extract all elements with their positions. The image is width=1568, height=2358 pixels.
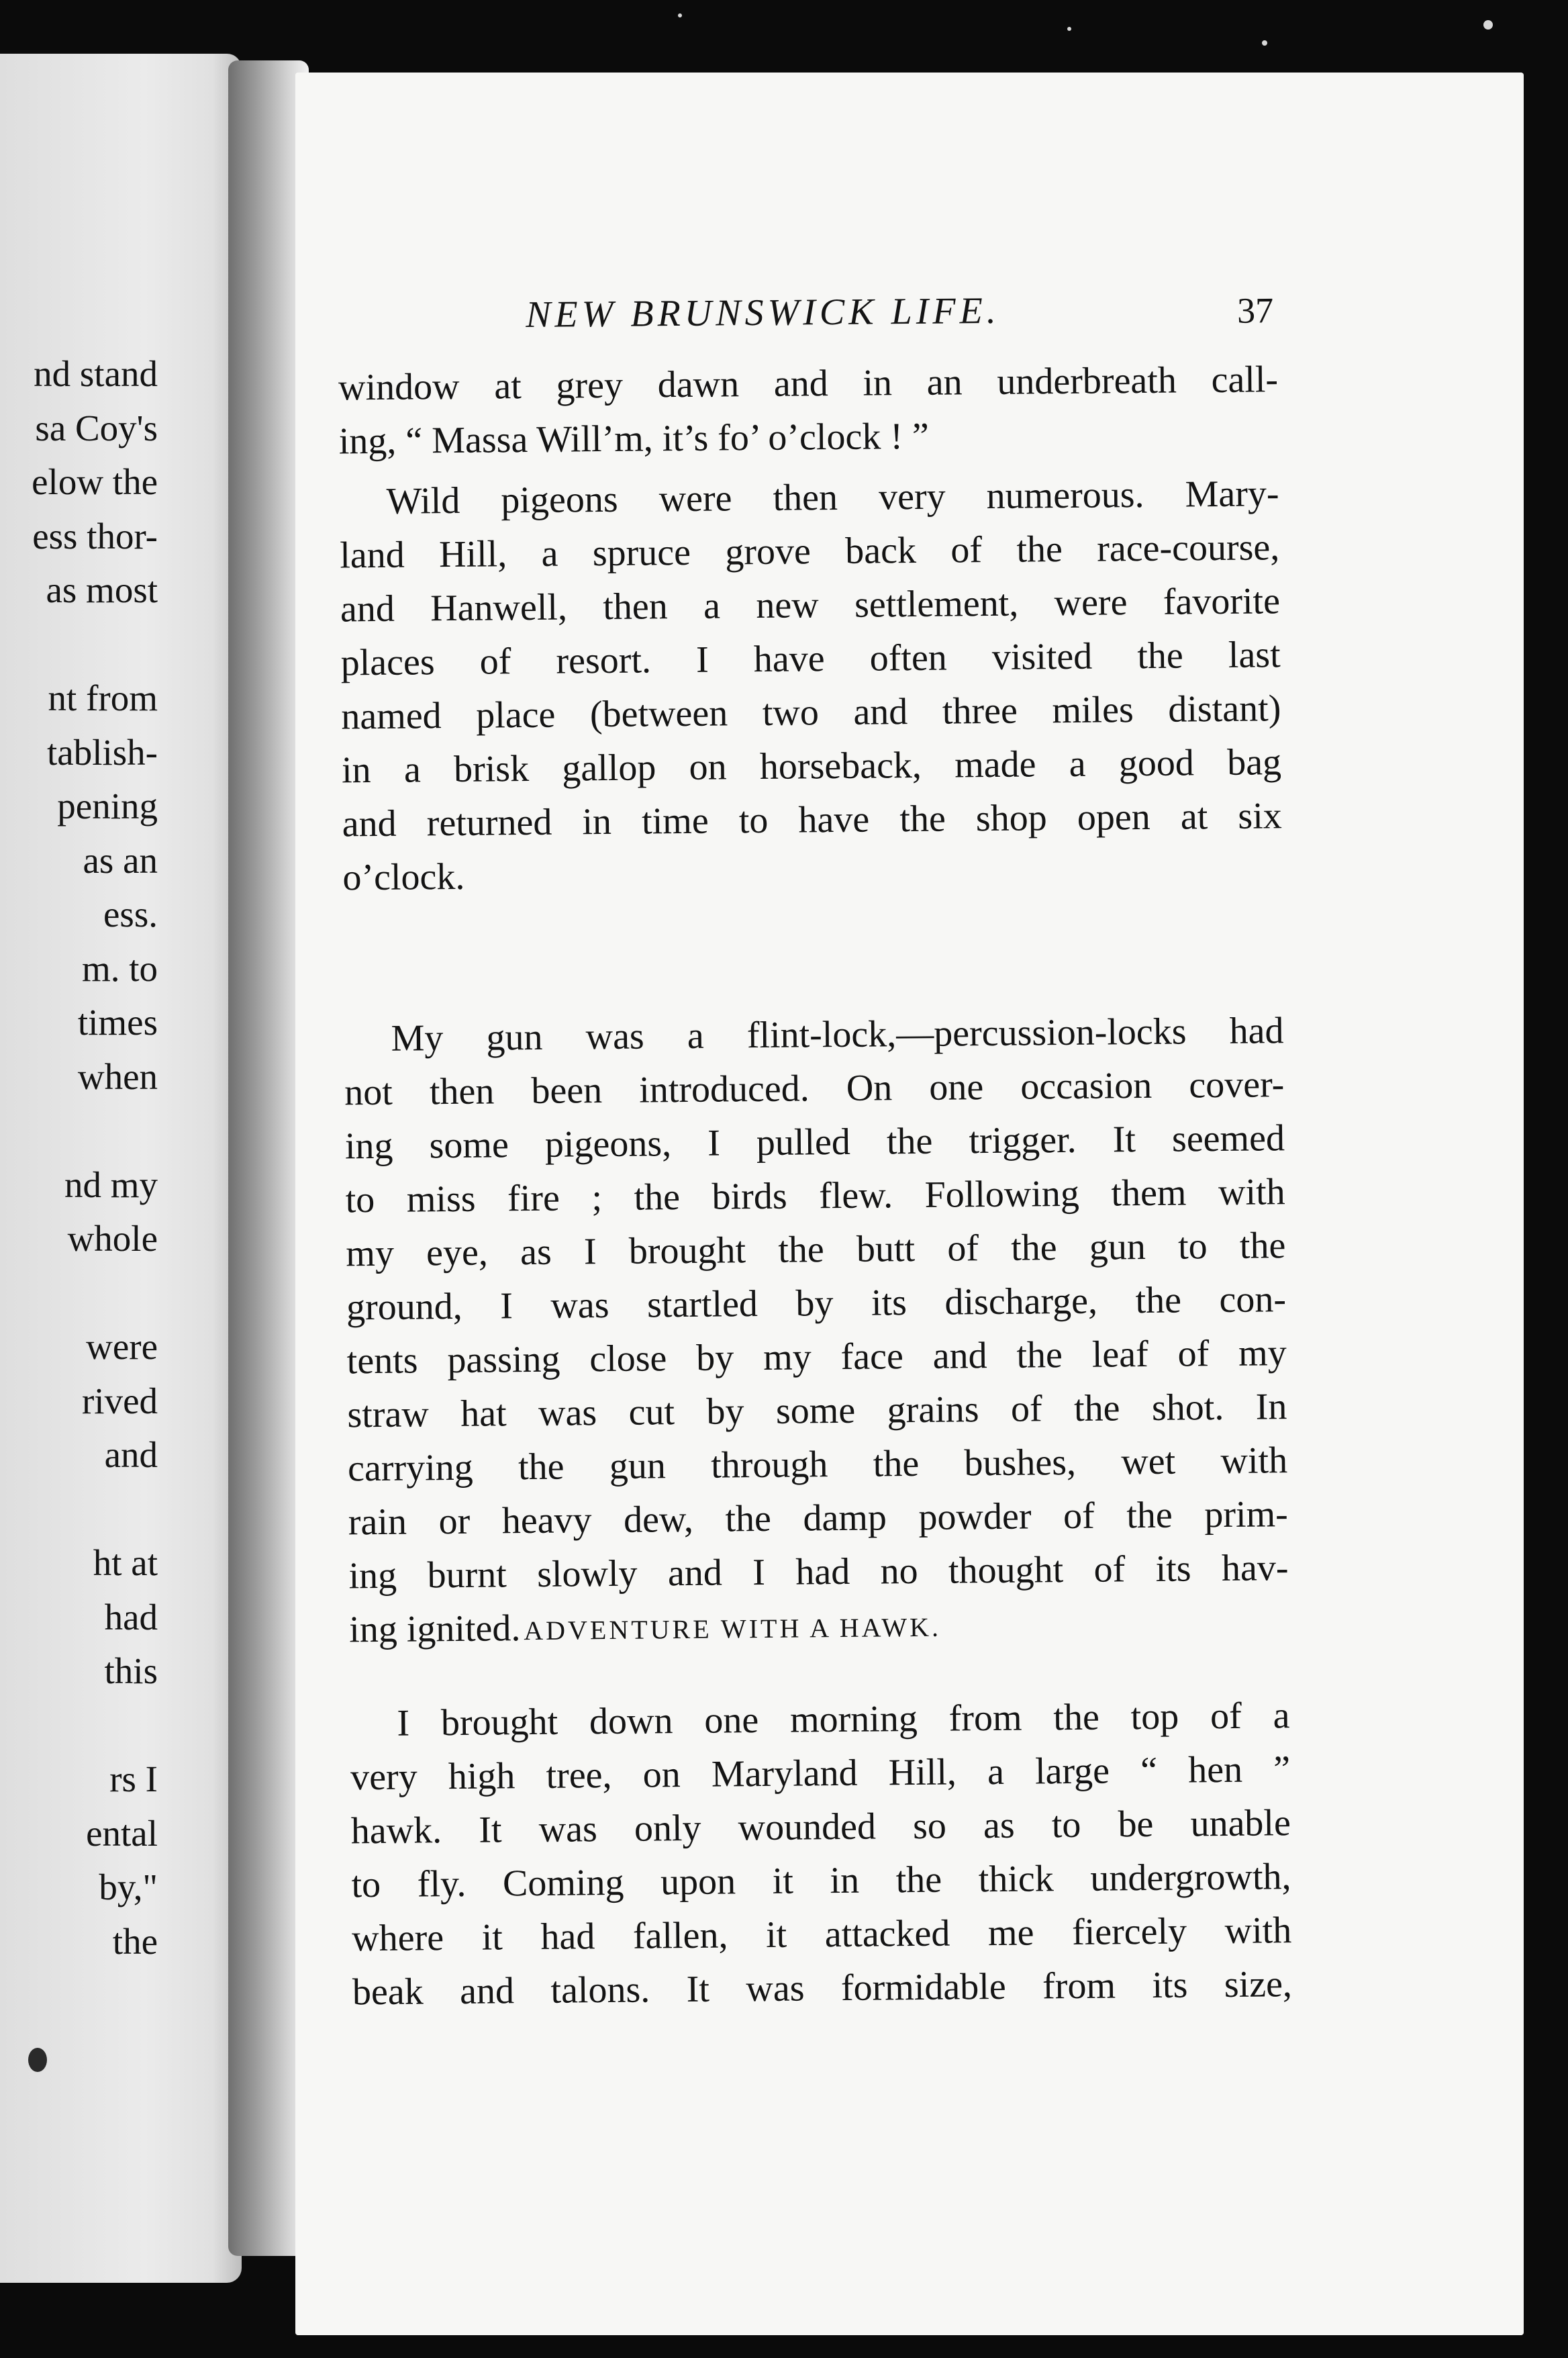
right-page — [295, 73, 1524, 2335]
text-line: rain or heavy dew, the damp powder of the prim- — [348, 1493, 1289, 1544]
left-page-line: rs I — [109, 1758, 158, 1799]
text-line: where it had fallen, it attacked me fiercely with — [351, 1909, 1292, 1960]
text-line: window at grey dawn and in an underbreath call- — [338, 359, 1279, 409]
right-page-content — [295, 73, 1524, 2335]
text-line: My gun was a flint-lock,—percussion-locks had — [391, 1010, 1284, 1059]
scan-speck — [678, 13, 682, 17]
text-line: ing some pigeons, I pulled the trigger. It seemed — [344, 1117, 1285, 1168]
scan-speck — [1483, 20, 1493, 30]
text-line: very high tree, on Maryland Hill, a large “ hen ” — [350, 1748, 1291, 1799]
text-line: places of resort. I have often visited the last — [340, 634, 1281, 684]
left-page-line: sa Coy's — [35, 407, 158, 449]
left-page — [0, 54, 242, 2283]
left-page-line: the — [112, 1920, 158, 1962]
left-page-line — [0, 618, 158, 672]
left-page-line: as most — [46, 569, 158, 610]
text-line: tents passing close by my face and the leaf of my — [346, 1332, 1287, 1382]
left-page-line: ental — [86, 1812, 158, 1854]
text-line: straw hat was cut by some grains of the shot. In — [347, 1386, 1287, 1436]
left-page-line: tablish- — [47, 731, 158, 773]
text-line: beak and talons. It was formidable from its size, — [352, 1963, 1293, 2014]
text-line: ing, “ Massa Will’m, it’s fo’ o’clock ! ” — [338, 415, 930, 463]
text-line: Wild pigeons were then very numerous. Mary- — [386, 473, 1279, 522]
left-page-line: rived — [81, 1380, 158, 1421]
left-page-line: times — [77, 1002, 158, 1043]
text-line: named place (between two and three miles distant) — [341, 688, 1281, 738]
left-page-line: when — [77, 1055, 158, 1097]
text-line: and returned in time to have the shop open at six — [342, 795, 1282, 845]
left-page-line: nd stand — [34, 353, 158, 394]
left-page-line: ess thor- — [32, 515, 158, 557]
left-page-line: m. to — [81, 947, 158, 989]
text-line: ing ignited. — [348, 1607, 521, 1651]
text-line: ground, I was startled by its discharge, the con- — [346, 1278, 1287, 1329]
left-page-line — [0, 1266, 158, 1321]
left-page-line: ess. — [103, 894, 158, 935]
scan-speck — [1067, 27, 1071, 31]
text-line: in a brisk gallop on horseback, made a good bag — [341, 741, 1282, 792]
left-page-line: had — [104, 1596, 158, 1638]
left-page-line: whole — [67, 1218, 158, 1259]
text-line: land Hill, a spruce grove back of the race-course, — [340, 526, 1280, 577]
section-heading: ADVENTURE WITH A HAWK. — [524, 1611, 942, 1646]
page-number: 37 — [1236, 290, 1274, 331]
left-page-line: as an — [83, 839, 158, 881]
scan-speck — [1262, 40, 1267, 46]
text-line: to miss fire ; the birds flew. Following them with — [345, 1171, 1285, 1221]
left-page-line: by," — [99, 1867, 158, 1907]
text-line: my eye, as I brought the butt of the gun to the — [346, 1225, 1286, 1275]
left-page-line — [0, 1104, 158, 1158]
left-page-line: nd my — [64, 1164, 158, 1205]
text-line: o’clock. — [342, 855, 465, 899]
text-line: not then been introduced. On one occasion cover- — [344, 1064, 1285, 1114]
left-page-line: ht at — [93, 1542, 158, 1583]
text-line: and Hanwell, then a new settlement, were favorite — [340, 580, 1281, 630]
left-page-line: elow the — [32, 461, 158, 502]
text-line: carrying the gun through the bushes, wet with — [347, 1440, 1288, 1490]
ink-blot — [28, 2048, 47, 2072]
left-page-line: and — [104, 1434, 158, 1475]
text-line: to fly. Coming upon it in the thick undergrowth, — [351, 1856, 1291, 1906]
left-page-line: were — [86, 1326, 158, 1367]
text-line: I brought down one morning from the top of a — [397, 1695, 1290, 1744]
left-page-line — [0, 1699, 158, 1753]
left-page-line: this — [104, 1650, 158, 1691]
running-head: NEW BRUNSWICK LIFE. — [525, 289, 1001, 336]
text-line: ing burnt slowly and I had no thought of its hav- — [348, 1547, 1289, 1597]
text-line: hawk. It was only wounded so as to be unable — [350, 1802, 1291, 1852]
left-page-line — [0, 1482, 158, 1537]
left-page-line: nt from — [48, 677, 158, 718]
left-page-text — [0, 347, 158, 1969]
left-page-line: pening — [57, 786, 158, 827]
